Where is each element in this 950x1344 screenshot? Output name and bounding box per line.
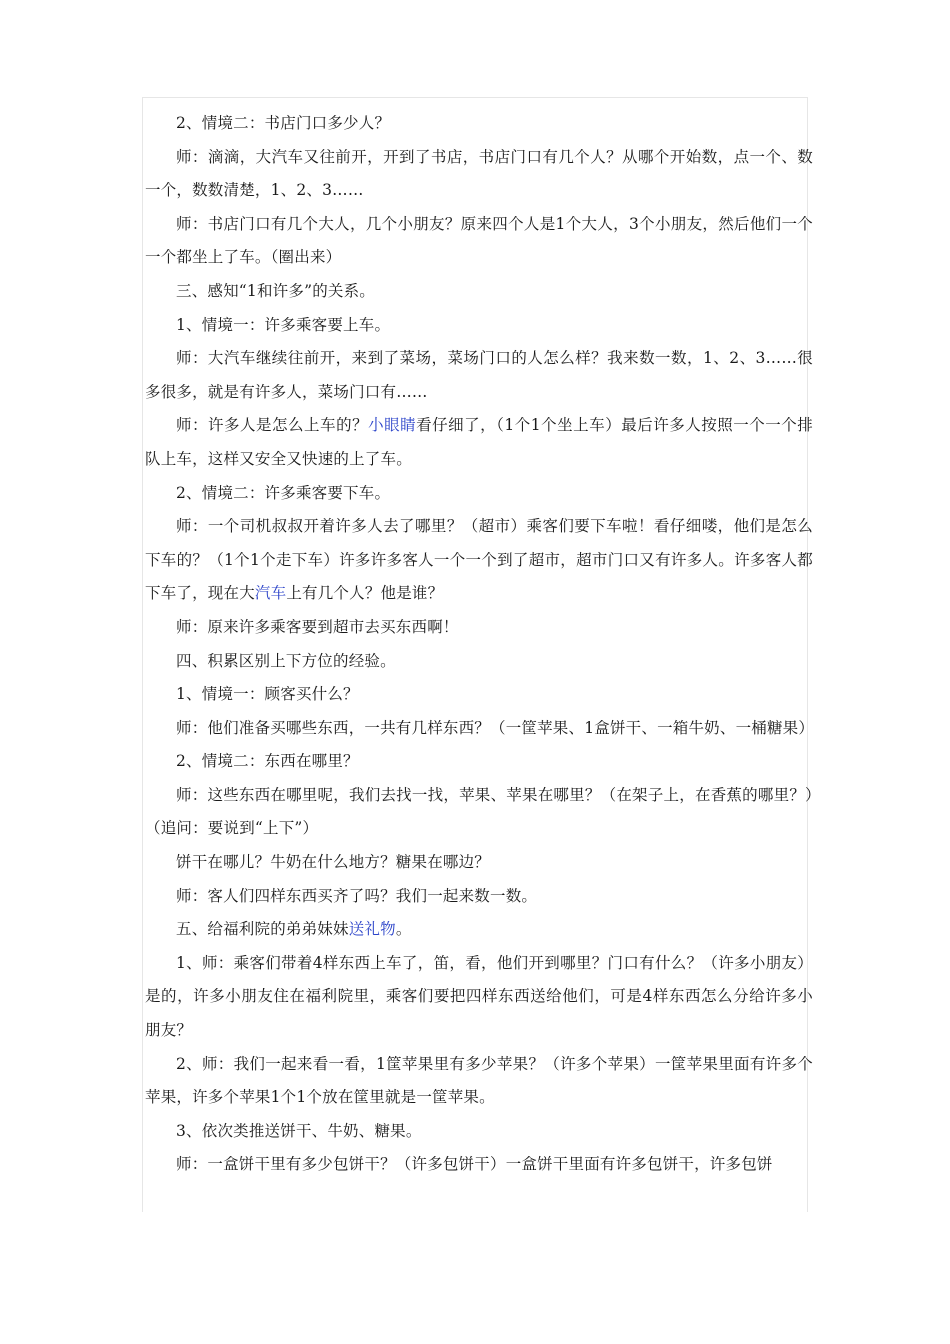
paragraph [145,611,813,645]
paragraph-text: 师：一个司机叔叔开着许多人去了哪里？（超市）乘客们要下车啦！看仔细喽，他们是怎么下车的？（1个1个走下车）许多许多客人一个一个到了超市，超市门口又有许多人。许多客人都下车了，现在大 [145,517,813,603]
paragraph [145,1115,813,1149]
paragraph [145,913,813,947]
paragraph-text: 。 [395,920,412,939]
paragraph [145,1148,813,1182]
paragraph [145,846,813,880]
paragraph [145,107,813,141]
paragraph [145,141,813,208]
paragraph-text: 师：原来许多乘客要到超市去买东西啊！ [176,617,459,636]
paragraph [145,409,813,476]
paragraph-text: 1、师：乘客们带着4样东西上车了，笛，看，他们开到哪里？门口有什么？（许多小朋友）是的，许多小朋友住在福利院里，乘客们要把四样东西送给他们，可是4样东西怎么分给许多小朋友？ [145,953,813,1040]
paragraph-text: 师：他们准备买哪些东西，一共有几样东西？（一筐苹果、1盒饼干、一箱牛奶、一桶糖果） [176,718,815,737]
paragraph-text: 1、情境一：顾客买什么？ [176,685,359,704]
paragraph-text: 饼干在哪儿？牛奶在什么地方？糖果在哪边？ [176,853,491,872]
paragraph-text: 2、情境二：东西在哪里？ [176,752,359,771]
paragraph-text: 四、积累区别上下方位的经验。 [176,651,396,670]
paragraph-text: 师：书店门口有几个大人，几个小朋友？原来四个人是1个大人，3个小朋友，然后他们一个一个都坐上了车。（圈出来） [145,214,813,267]
paragraph-text: 师：大汽车继续往前开，来到了菜场，菜场门口的人怎么样？我来数一数，1、2、3……很多很多，就是有许多人，菜场门口有…… [145,349,813,401]
paragraph [145,1048,813,1115]
paragraph-text: 师：许多人是怎么上车的？ [176,416,369,435]
document-body [145,107,813,1182]
paragraph-text: 2、情境二：许多乘客要下车。 [176,483,391,502]
paragraph [145,645,813,679]
paragraph-text: 上有几个人？他是谁？ [286,584,444,603]
paragraph-text: 师：滴滴，大汽车又往前开，开到了书店，书店门口有几个人？从哪个开始数，点一个、数一个，数数清楚，1、2、3…… [145,147,813,200]
paragraph-text: 三、感知“1和许多”的关系。 [176,281,376,300]
paragraph [145,745,813,779]
paragraph-text: 师：一盒饼干里有多少包饼干？（许多包饼干）一盒饼干里面有许多包饼干，许多包饼 [176,1155,773,1174]
paragraph-text: 2、情境二：书店门口多少人？ [176,114,391,132]
paragraph [145,947,813,1048]
paragraph-text: 师：客人们四样东西买齐了吗？我们一起来数一数。 [176,886,538,905]
paragraph-text: 师：这些东西在哪里呢，我们去找一找，苹果、苹果在哪里？（在架子上，在香蕉的哪里？）（追问：要说到“上下”） [145,785,813,838]
paragraph [145,880,813,914]
paragraph [145,510,813,611]
paragraph-text: 看仔细了，（1个1个坐上车）最后许多人按照一个一个排队上车，这样又安全又快速的上了车。 [145,416,813,468]
paragraph-text: 2、师：我们一起来看一看，1筐苹果里有多少苹果？（许多个苹果）一筐苹果里面有许多个苹果，许多个苹果1个1个放在筐里就是一筐苹果。 [145,1054,813,1107]
paragraph-text: 五、给福利院的弟弟妹妹 [176,920,349,939]
paragraph-text: 1、情境一：许多乘客要上车。 [176,315,391,334]
paragraph [145,779,813,846]
hyperlink-text[interactable]: 小眼睛 [368,416,417,435]
hyperlink-text[interactable]: 汽车 [254,584,287,603]
paragraph [145,309,813,343]
paragraph [145,275,813,309]
paragraph [145,712,813,746]
paragraph [145,208,813,275]
paragraph [145,342,813,409]
paragraph [145,477,813,511]
paragraph [145,678,813,712]
hyperlink-text[interactable]: 送礼物 [348,920,396,939]
paragraph-text: 3、依次类推送饼干、牛奶、糖果。 [176,1121,422,1140]
